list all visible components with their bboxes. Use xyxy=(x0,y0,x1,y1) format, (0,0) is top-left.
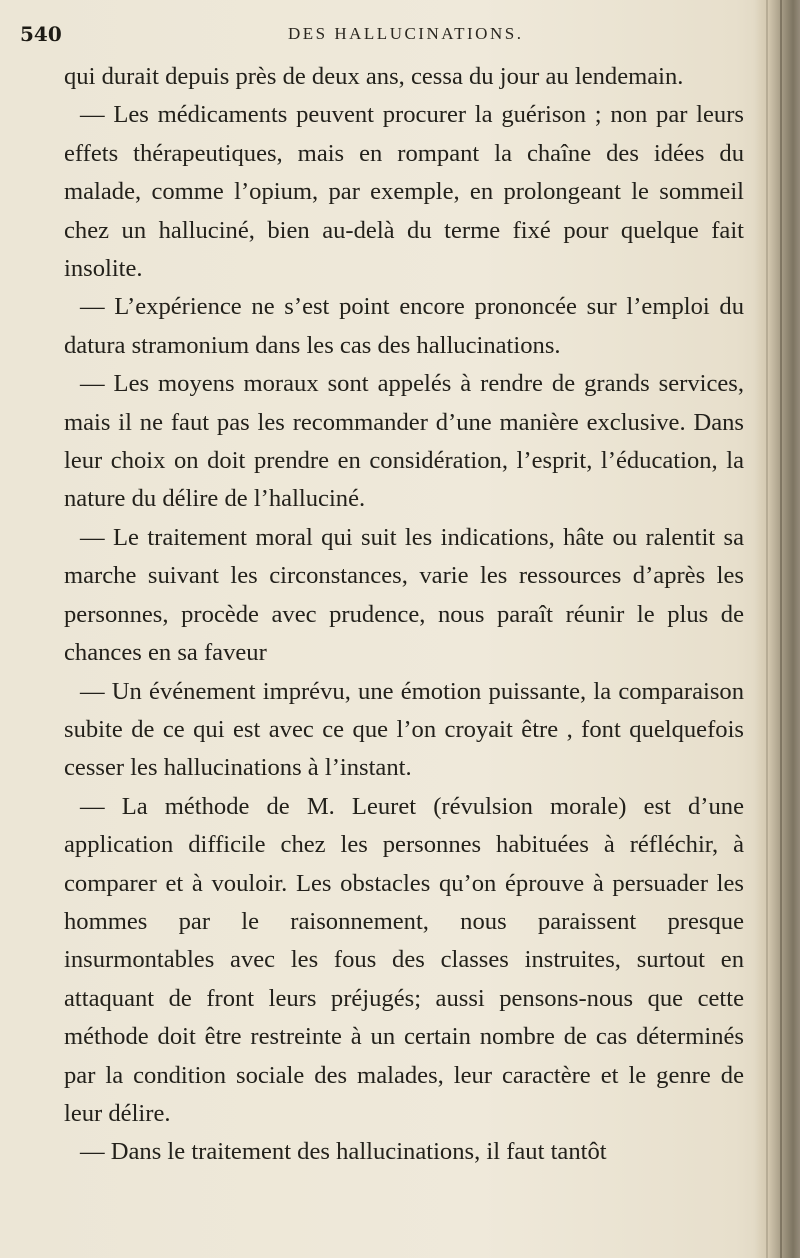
paragraph-traitement-moral: — Le traitement moral qui suit les indications, hâte ou ralentit sa marche suivant les circonstances, varie les ressources d’après les personnes, procède avec prudence, nous paraît réunir le plus de chances en sa faveur xyxy=(64,523,744,667)
book-binding-edge xyxy=(780,0,782,1258)
book-gutter-shadow xyxy=(754,0,800,1258)
paragraph-evenement-imprevu: — Un événement imprévu, une émotion puissante, la comparaison subite de ce qui est avec ce que l’on croyait être , font quelquefois cesser les hallucinations à l’instant. xyxy=(64,677,744,782)
page-body xyxy=(64,58,744,1172)
paragraph-continuation: qui durait depuis près de deux ans, cessa du jour au lendemain. xyxy=(64,63,684,90)
paragraph-dans-le-traitement: — Dans le traitement des hallucinations, il faut tantôt xyxy=(80,1138,607,1166)
book-binding-edge-inner xyxy=(766,0,768,1258)
running-title: DES HALLUCINATIONS. xyxy=(288,24,524,43)
page-number: 540 xyxy=(20,22,62,46)
paragraph-moyens-moraux: — Les moyens moraux sont appelés à rendre de grands services, mais il ne faut pas les recommander d’une manière exclusive. Dans leur choix on doit prendre en considération, l’esprit, l’éducation, la nature du délire de l’halluciné. xyxy=(64,370,744,513)
paragraph-methode-leuret: — La méthode de M. Leuret (révulsion morale) est d’une application difficile chez les personnes habituées à réfléchir, à comparer et à vouloir. Les obstacles qu’on éprouve à persuader les hommes par le raisonnement, nous paraissent presque insurmontables avec les fous des classes instruites, surtout en attaquant de front leurs préjugés; aussi pensons-nous que cette méthode doit être restreinte à un certain nombre de cas déterminés par la condition sociale des malades, leur caractère et le genre de leur délire. xyxy=(64,792,744,1127)
paragraph-medicaments: — Les médicaments peuvent procurer la guérison ; non par leurs effets thérapeutiques, mais en rompant la chaîne des idées du malade, comme l’opium, par exemple, en prolongeant le sommeil chez un halluciné, bien au-delà du terme fixé pour quelque fait insolite. xyxy=(64,101,744,283)
paragraph-experience: — L’expérience ne s’est point encore prononcée sur l’emploi du datura stramonium dans les cas des hallucinations. xyxy=(64,293,744,359)
page-header xyxy=(20,22,740,48)
